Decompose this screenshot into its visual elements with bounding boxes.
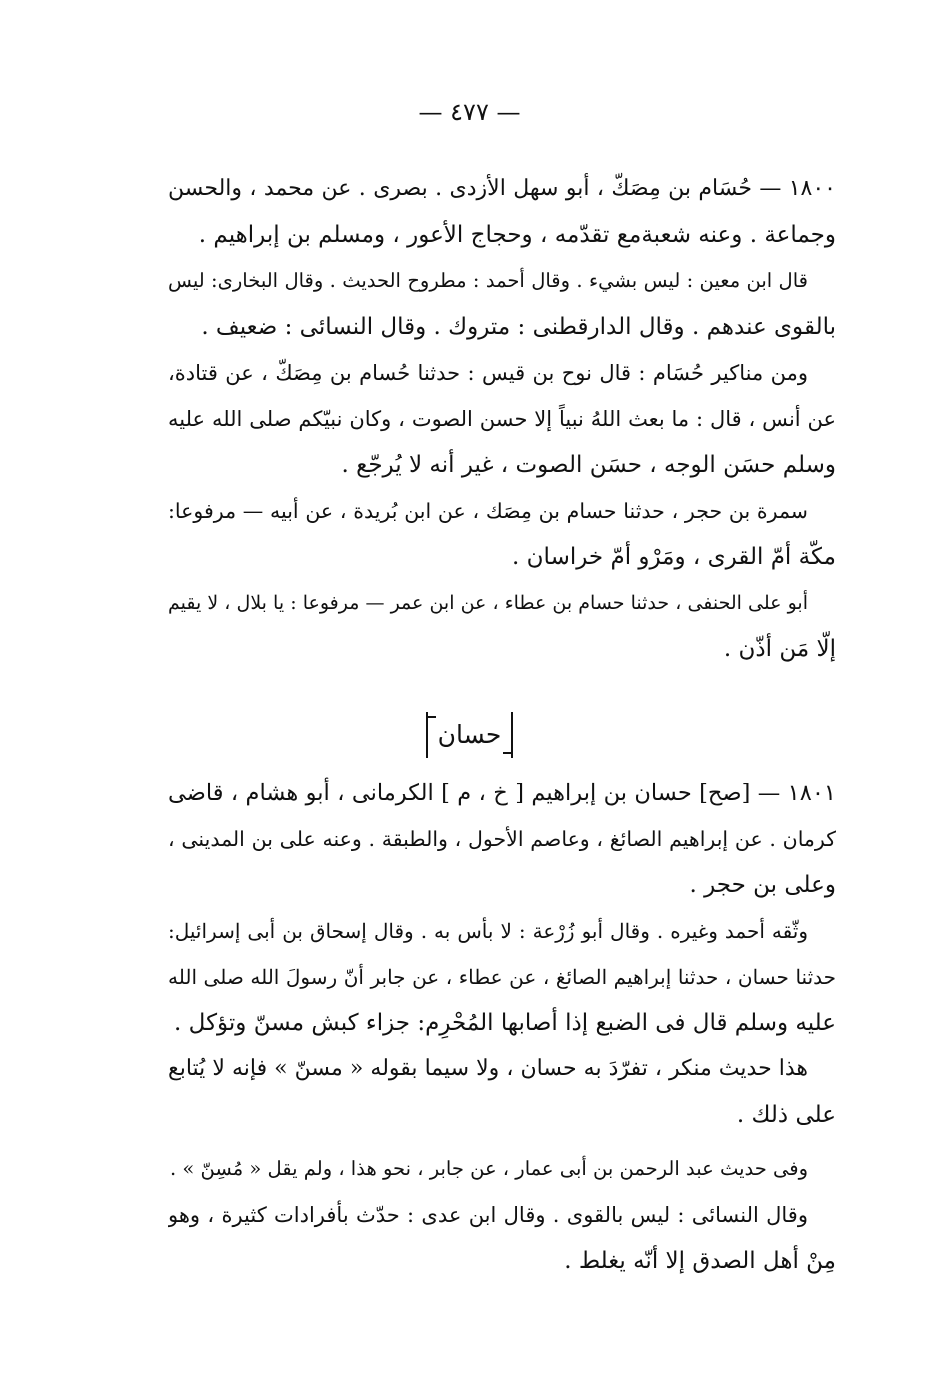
text-line: أبو على الحنفى ، حدثنا حسام بن عطاء ، عن ابن عمر — مرفوعا : يا بلال ، لا يقيم [168,592,808,614]
text-line: مكّة أمّ القرى ، ومَرْو أمّ خراسان . [512,544,836,570]
text-line: ١٨٠٠ — حُسَام بن مِصَكّ ، أبو سهل الأزدى . بصرى . عن محمد ، والحسن [168,176,836,201]
section-heading [0,712,939,758]
text-line: سمرة بن حجر ، حدثنا حسام بن مِصَك ، عن ابن بُريدة ، عن أبيه — مرفوعا: [168,499,808,523]
text-line: هذا حديث منكر ، تفرّدَ به حسان ، ولا سيما بقوله « مسنّ » فإنه لا يُتابع [168,1056,808,1081]
text-line: حدثنا حسان ، حدثنا إبراهيم الصائغ ، عن عطاء ، عن جابر أنّ رسولَ الله صلى الله [168,965,836,989]
text-line: مِنْ أهل الصدق إلا أنّه يغلط . [564,1248,836,1274]
text-line: إلّا مَن أذّن . [723,636,836,662]
page-number: — ٤٧٧ — [418,98,521,126]
text-line: عن أنس ، قال : ما بعث اللهُ نبياً إلا حسن الصوت ، وكان نبيّكم صلى الله عليه [168,407,836,431]
text-line: وجماعة . وعنه شعبةمع تقدّمه ، وحجاج الأعور ، ومسلم بن إبراهيم . [198,222,836,248]
entry-1801 [168,770,836,1284]
section-heading-bracket [426,712,514,758]
text-line: بالقوى عندهم . وقال الدارقطنى : متروك . وقال النسائى : ضعيف . [201,314,836,340]
text-line: وسلم حسَن الوجه ، حسَن الصوت ، غير أنه لا يُرجّع . [341,452,836,478]
text-line: كرمان . عن إبراهيم الصائغ ، وعاصم الأحول ، والطبقة . وعنه على بن المدينى ، [168,827,836,851]
text-line: على ذلك . [736,1102,836,1128]
text-line: وقال النسائى : ليس بالقوى . وقال ابن عدى : حدّث بأفرادات كثيرة ، وهو [168,1203,808,1227]
text-line: قال ابن معين : ليس بشيء . وقال أحمد : مطروح الحديث . وقال البخارى: ليس [168,269,808,292]
text-line: ومن مناكير حُسَام : قال نوح بن قيس : حدثنا حُسام بن مِصَكّ ، عن قتادة، [168,361,808,385]
text-line: وفى حديث عبد الرحمن بن أبى عمار ، عن جابر ، نحو هذا ، ولم يقل « مُسِنّ » . [169,1157,808,1180]
text-line: عليه وسلم قال فى الضبع إذا أصابها المُحْرِم: جزاء كبش مسنّ وتؤكل . [174,1010,836,1036]
text-line: ١٨٠١ — [صح] حسان بن إبراهيم [ خ ، م ] الكرمانى ، أبو هشام ، قاضى [168,780,836,806]
entry-1800 [168,166,836,672]
text-line: وعلى بن حجر . [689,872,836,898]
text-line: وثّقه أحمد وغيره . وقال أبو زُرْعة : لا بأس به . وقال إسحاق بن أبى إسرائيل: [168,919,808,943]
section-heading-text: حسان [437,720,502,749]
